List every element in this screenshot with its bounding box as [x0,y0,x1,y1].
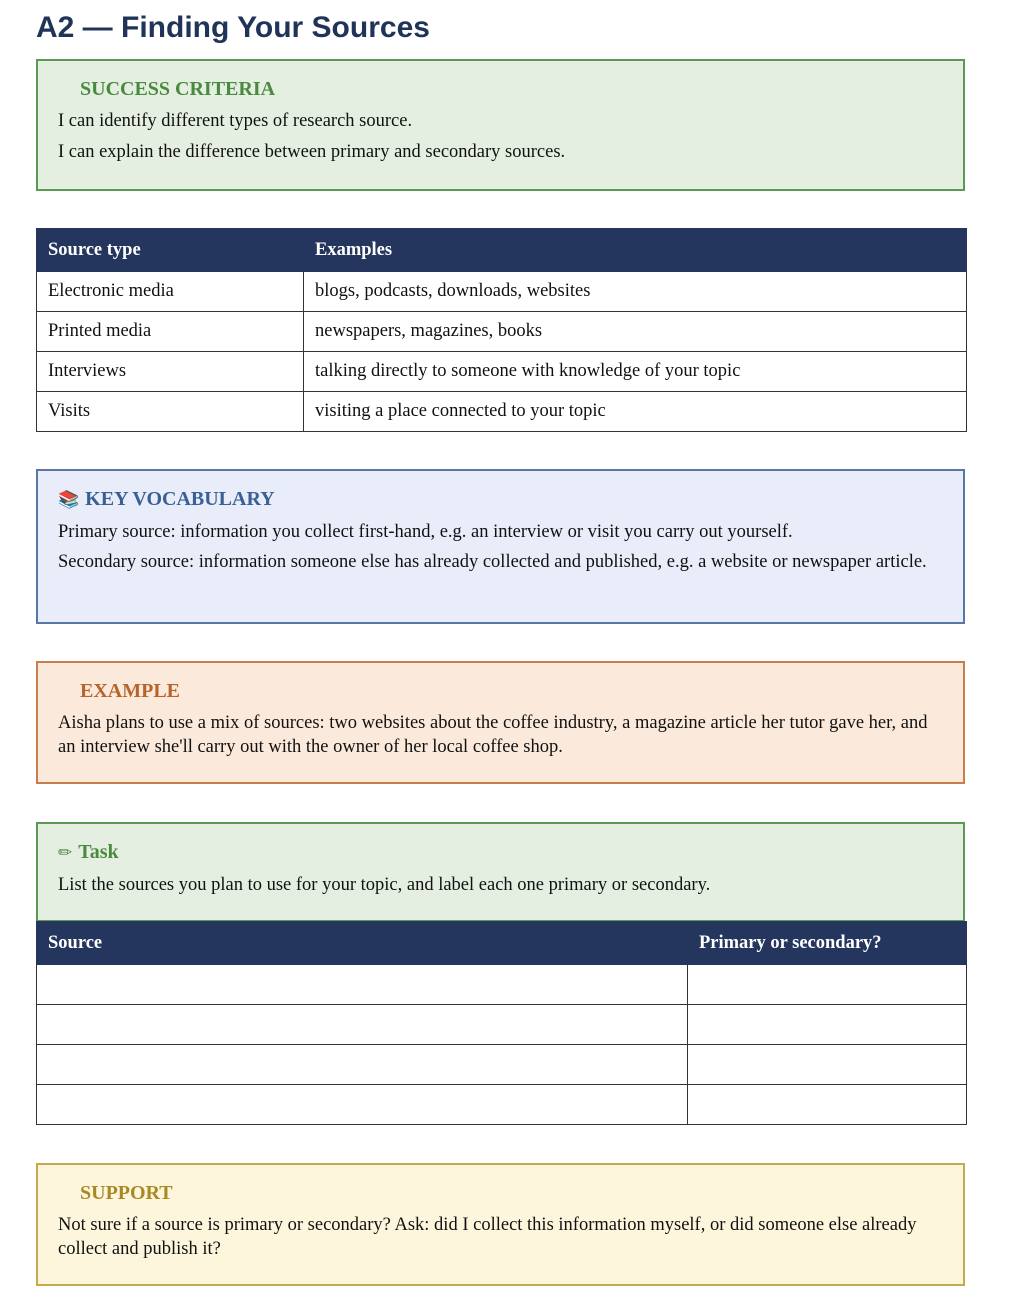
key-vocabulary-heading [58,487,943,512]
table-row [37,1085,967,1125]
source-input-cell[interactable] [37,1005,688,1045]
vocabulary-item-secondary: Secondary source: information someone else has already collected and published, e.g. a website or newspaper article. [58,552,927,572]
source-types-table [36,228,967,432]
support-box [36,1163,965,1286]
column-header-examples: Examples [304,229,967,272]
table-row [37,1005,967,1045]
primary-or-secondary-input-cell[interactable] [688,1005,967,1045]
page-title: A2 — Finding Your Sources [36,11,430,44]
vocabulary-item-primary: Primary source: information you collect first-hand, e.g. an interview or visit you carry out yourself. [58,522,793,542]
table-row [37,392,967,432]
source-type-cell: Interviews [37,352,304,392]
task-title: Task [78,841,119,863]
key-vocabulary-box [36,469,965,624]
table-row [37,1045,967,1085]
source-type-cell: Printed media [37,312,304,352]
books-icon: 📚 [58,490,80,510]
task-heading [58,840,943,865]
success-criteria-box [36,59,965,191]
success-criteria-heading: SUCCESS CRITERIA [80,78,276,100]
pencil-icon: ✏ [58,843,73,863]
examples-cell: newspapers, magazines, books [304,312,967,352]
source-input-cell[interactable] [37,1045,688,1085]
column-header-source-type: Source type [37,229,304,272]
source-type-cell: Visits [37,392,304,432]
column-header-source: Source [37,922,688,965]
primary-or-secondary-input-cell[interactable] [688,965,967,1005]
example-heading: EXAMPLE [80,680,180,702]
success-criteria-item: I can identify different types of research source. [58,111,413,131]
success-criteria-item: I can explain the difference between primary and secondary sources. [58,142,566,162]
primary-or-secondary-input-cell[interactable] [688,1085,967,1125]
task-text: List the sources you plan to use for your topic, and label each one primary or secondary. [58,875,711,895]
task-box [36,822,965,922]
table-row [37,965,967,1005]
source-input-cell[interactable] [37,965,688,1005]
column-header-primary-or-secondary: Primary or secondary? [688,922,967,965]
examples-cell: visiting a place connected to your topic [304,392,967,432]
source-type-cell: Electronic media [37,272,304,312]
table-row [37,272,967,312]
support-text: Not sure if a source is primary or secondary? Ask: did I collect this information myself, or did someone else already collect and publish it? [58,1215,917,1259]
primary-or-secondary-input-cell[interactable] [688,1045,967,1085]
examples-cell: talking directly to someone with knowledge of your topic [304,352,967,392]
table-row [37,312,967,352]
table-row [37,352,967,392]
example-text: Aisha plans to use a mix of sources: two websites about the coffee industry, a magazine article her tutor gave her, and an interview she'll carry out with the owner of her local coffee shop. [58,713,928,757]
example-box [36,661,965,784]
table-header-row [37,229,967,272]
support-heading: SUPPORT [80,1182,173,1204]
source-input-cell[interactable] [37,1085,688,1125]
table-header-row [37,922,967,965]
task-table [36,921,967,1125]
examples-cell: blogs, podcasts, downloads, websites [304,272,967,312]
key-vocabulary-title: KEY VOCABULARY [85,488,275,510]
